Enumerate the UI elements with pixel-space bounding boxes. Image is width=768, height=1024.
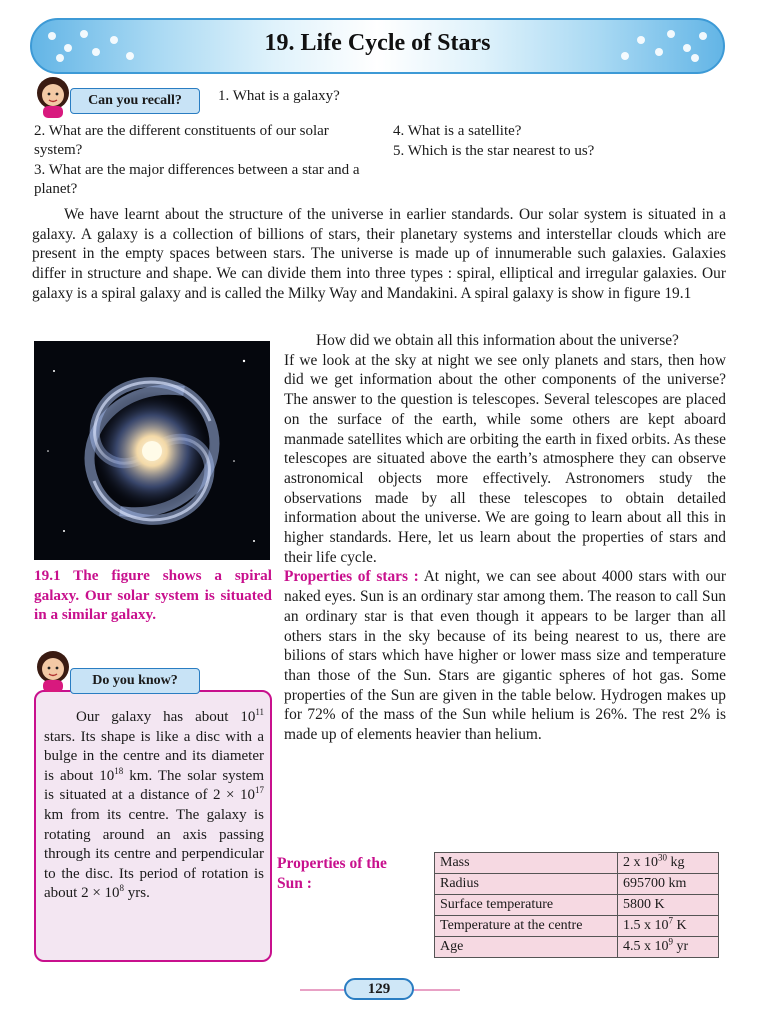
properties-heading: Properties of stars : [284, 568, 419, 586]
paragraph-properties: Properties of stars : At night, we can see about 4000 stars with our naked eyes. Sun is an ordinary star among them. The reason to call Sun an ordinary star is that even though it appears to be larger than all others stars in the sky because of its being nearest to us, there are bilions of stars which have higher or lower mass size and temperature than those of the Sun. Stars are gigantic spheres of hot gas. Some properties of the Sun are given in the table below. Hydrogen makes up for 72% of the mass of the Sun while helium is 26%. The rest 2% is made up of elements heavier than helium. [284, 568, 726, 744]
table-row [435, 895, 719, 916]
paragraph-question: How did we obtain all this information about the universe? [316, 332, 679, 349]
table-row [435, 874, 719, 895]
do-you-know-label: Do you know? [70, 668, 200, 694]
recall-question-3: 3. What are the major differences between a star and a planet? [34, 162, 360, 197]
recall-question-5: 5. Which is the star nearest to us? [393, 143, 595, 159]
property-value: 4.5 x $10^9$ yr [618, 937, 719, 958]
property-name: Radius [435, 874, 618, 895]
spiral-galaxy-image [34, 341, 270, 560]
property-value: 5800 K [618, 895, 719, 916]
intro-paragraph: We have learnt about the structure of the universe in earlier standards. Our solar system is situated in a galaxy. A galaxy is a collection of billions of stars, their planetary systems and interstellar clouds which are present in the empty spaces between stars. The universe is made up of innumerable such galaxies. Galaxies differ in structure and shape. We can divide them into three types : spiral, elliptical and irregular galaxies. Our galaxy is a spiral galaxy and is called the Milky Way and Mandakini. A spiral galaxy is show in figure 19.1 [32, 206, 726, 302]
property-name: Age [435, 937, 618, 958]
girl-icon [34, 74, 72, 118]
galaxy-illustration [34, 341, 270, 560]
table-row [435, 916, 719, 937]
property-name: Temperature at the centre [435, 916, 618, 937]
recall-question-1: 1. What is a galaxy? [218, 88, 340, 104]
page-title: 19. Life Cycle of Stars [264, 30, 491, 56]
table-row [435, 937, 719, 958]
sun-properties-table [434, 852, 719, 958]
recall-question-2: 2. What are the different constituents of our solar system? [34, 123, 329, 158]
page-number: 129 [344, 978, 414, 1000]
property-name: Surface temperature [435, 895, 618, 916]
decorative-dots [605, 26, 715, 66]
right-column-text [284, 331, 726, 745]
property-value: 695700 km [618, 874, 719, 895]
can-you-recall-label: Can you recall? [70, 88, 200, 114]
title-banner [30, 18, 725, 74]
do-you-know-text: Our galaxy has about $10^{11}$ stars. Its shape is like a disc with a bulge in the centre and its diameter is about $10^{18}$ km. The solar system is situated at a distance of $2 \times 10^{17}$ km from its centre. The galaxy is rotating around an axis passing through its centre and perpendicular to the disc. Its period of rotation is about $2 \times 10^8$ yrs. [44, 707, 264, 902]
property-value: 2 x $10^{30}$ kg [618, 853, 719, 874]
property-name: Mass [435, 853, 618, 874]
property-value: 1.5 x $10^7$ K [618, 916, 719, 937]
table-row [435, 853, 719, 874]
recall-question-4: 4. What is a satellite? [393, 123, 522, 139]
girl-icon [34, 648, 72, 692]
sun-properties-heading: Properties of the Sun : [277, 855, 387, 892]
figure-caption: 19.1 The figure shows a spiral galaxy. Our solar system is situated in a similar galaxy. [34, 567, 272, 623]
paragraph-telescopes: If we look at the sky at night we see only planets and stars, then how did we get information about the other components of the universe? The answer to the question is telescopes. Several telescopes are placed on the surface of the earth, while some others are kept aboard manmade satellites which are orbiting the earth in fixed orbits. As these telescopes are situated above the earth’s atmosphere they can observe astronomical objects more effectively. Astronomers study the observations made by all these telescopes to obtain detailed information about the universe. We are going to learn about all this in higher standards. Here, let us learn about the properties of stars and their life cycle. [284, 351, 726, 566]
